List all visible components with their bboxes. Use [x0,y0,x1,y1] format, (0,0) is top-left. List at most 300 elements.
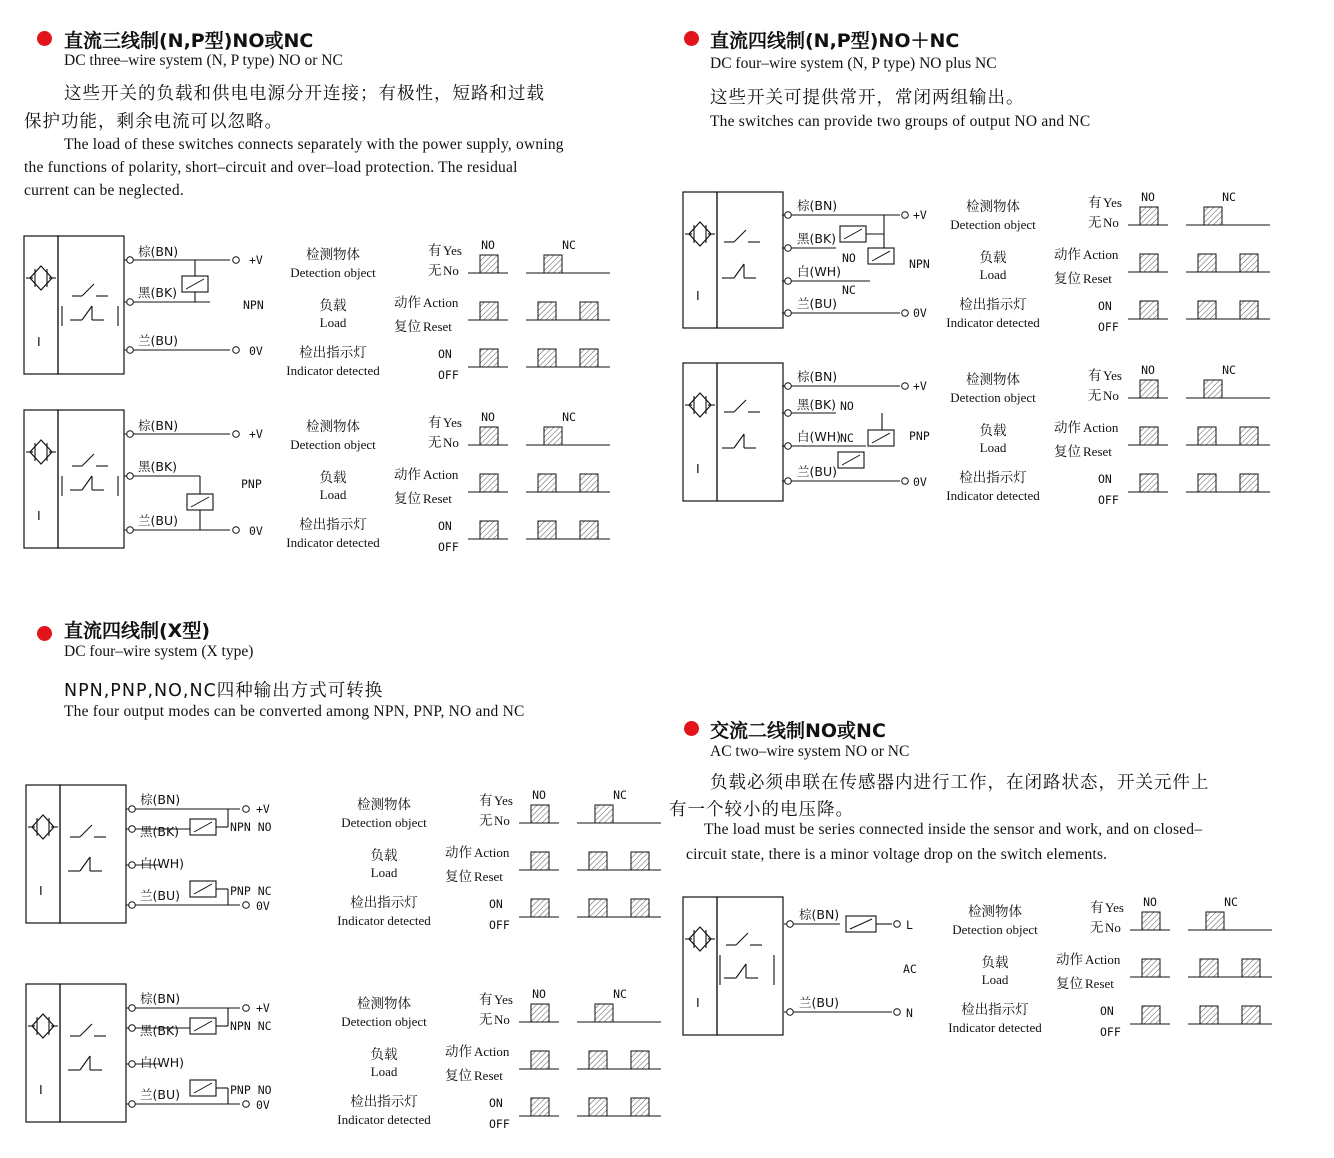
yes-en: Yes [494,992,513,1007]
signal-pulse-icon [538,521,556,539]
sensor-body [683,897,783,1035]
wire-line [736,964,746,978]
action-zh: 动作 [1054,420,1081,436]
terminal-icon [894,1009,901,1016]
indicator-zh: 检出指示灯 [350,1094,418,1110]
reset-en: Reset [1085,976,1114,991]
on-label: ON [1100,1004,1114,1018]
dc4np-pnp-diagram [683,363,1270,507]
indicator-en: Indicator detected [946,488,1040,503]
terminal-icon [127,431,134,438]
signal-pulse-icon [531,899,549,917]
signal-pulse-icon [480,427,498,445]
signal-pulse-icon [1200,1006,1218,1024]
terminal-icon [127,527,134,534]
terminal-icon [129,826,136,833]
no-zh: 无 [479,813,493,829]
detect-zh: 检测物体 [306,419,360,435]
signal-pulse-icon [631,1098,649,1116]
signal-pulse-icon [1140,301,1158,319]
sensor-circuit-box [717,897,783,1035]
no-tag: NO [840,399,854,413]
wire-bu: 兰(BU) [140,888,180,903]
sensor-circuit-box [58,410,124,548]
signal-pulse-icon [1140,380,1158,398]
wire-line [734,400,746,412]
detect-en: Detection object [341,1014,427,1029]
no-zh: 无 [1090,920,1104,936]
terminal-icon [233,527,240,534]
yes-en: Yes [443,243,462,258]
sensor-head-box [683,897,717,1035]
indicator-zh: 检出指示灯 [959,470,1027,486]
wire-bu: 兰(BU) [138,333,178,348]
mode-bottom-label: PNP NC [230,884,272,898]
action-en: Action [1085,952,1121,967]
terminal-icon [902,478,909,485]
terminal-icon [785,383,792,390]
signal-pulse-icon [531,852,549,870]
dc4x-desc-en: The four output modes can be converted among NPN, PNP, NO and NC [64,703,525,720]
terminal-icon [785,278,792,285]
wire-bn: 棕(BN) [138,418,179,433]
wire-bk: 黑(BK) [797,231,837,246]
signal-pulse-icon [1142,959,1160,977]
sensor-i-label: I [39,883,43,898]
wire-line [736,933,748,945]
sensor-circuit-box [60,785,126,923]
plus-v: +V [249,253,263,267]
no-en: No [1103,388,1119,403]
reset-zh: 复位 [1054,271,1081,287]
zero-v: 0V [913,475,927,489]
sensor-circuit-box [717,363,783,501]
signal-pulse-icon [544,427,562,445]
reset-zh: 复位 [394,491,421,507]
sensor-body [24,236,124,374]
zero-v: 0V [256,899,270,913]
plus-v: +V [913,208,927,222]
signal-pulse-icon [589,852,607,870]
yes-en: Yes [443,415,462,430]
terminal-icon [902,310,909,317]
pnp-label: PNP [241,477,262,491]
indicator-zh: 检出指示灯 [299,517,367,533]
action-en: Action [423,295,459,310]
zero-v: 0V [249,524,263,538]
sensor-body [26,785,126,923]
terminal-icon [233,257,240,264]
terminal-icon [129,1025,136,1032]
reset-en: Reset [423,491,452,506]
load-en: Load [370,1064,398,1079]
terminal-icon [243,806,250,813]
zero-v: 0V [249,344,263,358]
load-zh: 负载 [319,470,347,486]
wire-line [82,476,92,490]
indicator-zh: 检出指示灯 [961,1002,1029,1018]
dc4np-desc-en: The switches can provide two groups of output NO and NC [710,113,1091,130]
reset-en: Reset [423,319,452,334]
sensor-circuit-box [60,984,126,1122]
terminal-icon [129,806,136,813]
no-zh: 无 [1088,388,1102,404]
detect-en: Detection object [341,815,427,830]
signal-pulse-icon [1140,207,1158,225]
proximity-diamond-icon [32,1014,54,1038]
wire-bn: 棕(BN) [140,991,181,1006]
indicator-en: Indicator detected [286,363,380,378]
on-label: ON [1098,299,1112,313]
terminal-icon [785,410,792,417]
signal-pulse-icon [580,521,598,539]
indicator-zh: 检出指示灯 [350,895,418,911]
signal-pulse-icon [631,899,649,917]
yes-zh: 有 [1088,368,1102,384]
signal-pulse-icon [480,349,498,367]
col-no-header: NO [1143,895,1157,909]
terminal-icon [787,921,794,928]
sensor-head-box [26,984,60,1122]
no-en: No [494,813,510,828]
proximity-diamond-icon [30,266,52,290]
wire-bk: 黑(BK) [140,824,180,839]
proximity-diamond-icon [689,927,711,951]
on-label: ON [489,897,503,911]
reset-zh: 复位 [394,319,421,335]
signal-pulse-icon [1200,959,1218,977]
no-en: No [1103,215,1119,230]
on-label: ON [438,519,452,533]
no-zh: 无 [428,263,442,279]
sensor-circuit-box [717,192,783,328]
action-zh: 动作 [445,845,472,861]
load-zh: 负载 [979,423,1007,439]
dc4np-desc-zh: 这些开关可提供常开，常闭两组输出。 [710,88,1025,108]
col-nc-header: NC [613,987,627,1001]
signal-pulse-icon [1140,474,1158,492]
no-en: No [443,435,459,450]
wire-bu: 兰(BU) [138,513,178,528]
sensor-body [683,363,783,501]
off-label: OFF [1098,320,1119,334]
off-label: OFF [489,1117,510,1131]
timing-table [946,363,1270,507]
signal-pulse-icon [1240,427,1258,445]
signal-pulse-icon [544,255,562,273]
detect-zh: 检测物体 [306,247,360,263]
col-nc-header: NC [613,788,627,802]
signal-pulse-icon [1240,254,1258,272]
plus-v: +V [913,379,927,393]
dc4x-title-zh: 直流四线制(X型) [64,620,211,642]
dc4x-title-en: DC four–wire system (X type) [64,643,254,660]
off-label: OFF [1098,493,1119,507]
mode-bottom-label: PNP NO [230,1083,272,1097]
zero-v: 0V [256,1098,270,1112]
signal-pulse-icon [580,474,598,492]
col-no-header: NO [481,238,495,252]
action-zh: 动作 [1056,952,1083,968]
wire-line [734,434,744,448]
wire-line [82,454,94,466]
signal-pulse-icon [1140,427,1158,445]
ac2-desc-zh-2: 有一个较小的电压降。 [669,800,854,820]
load-zh: 负载 [370,848,398,864]
wire-wh: 白(WH) [140,1055,185,1070]
wire-bk: 黑(BK) [797,397,837,412]
terminal-icon [894,921,901,928]
no-zh: 无 [1088,215,1102,231]
terminal-icon [785,310,792,317]
dc3-desc-en-2: the functions of polarity, short–circuit and over–load protection. The residual [24,159,518,176]
reset-en: Reset [474,1068,503,1083]
col-nc-header: NC [562,410,576,424]
sensor-i-label: I [39,1082,43,1097]
col-nc-header: NC [1222,363,1236,377]
reset-zh: 复位 [1056,976,1083,992]
col-nc-header: NC [562,238,576,252]
terminal-icon [785,443,792,450]
terminal-icon [127,473,134,480]
timing-table [948,895,1272,1039]
reset-zh: 复位 [445,1068,472,1084]
wire-line [80,825,92,837]
dc4np-npn-diagram [683,190,1270,334]
terminal-icon [129,862,136,869]
terminal-icon [129,902,136,909]
no-en: No [494,1012,510,1027]
load-en: Load [979,440,1007,455]
terminal-icon [787,1009,794,1016]
terminal-icon [233,431,240,438]
action-en: Action [423,467,459,482]
terminal-icon [243,902,250,909]
terminal-icon [233,347,240,354]
mode-top-label: NPN NC [230,1019,272,1033]
wire-bn: 棕(BN) [799,907,840,922]
on-label: ON [489,1096,503,1110]
wire-line [80,857,90,871]
signal-pulse-icon [1198,427,1216,445]
yes-en: Yes [1105,900,1124,915]
terminal-icon [129,1061,136,1068]
load-en: Load [979,267,1007,282]
ac2-title-en: AC two–wire system NO or NC [710,743,910,760]
signal-pulse-icon [538,474,556,492]
yes-zh: 有 [428,415,442,431]
sensor-head-box [683,363,717,501]
wire-bu: 兰(BU) [797,296,837,311]
timing-table [946,190,1270,334]
sensor-i-label: I [696,288,700,303]
terminal-icon [243,1005,250,1012]
detect-zh: 检测物体 [968,904,1022,920]
nc-tag: NC [840,431,854,445]
signal-pulse-icon [595,1004,613,1022]
signal-pulse-icon [589,1098,607,1116]
signal-pulse-icon [1142,912,1160,930]
signal-pulse-icon [538,302,556,320]
dc4x-desc-zh: NPN,PNP,NO,NC四种输出方式可转换 [64,681,384,701]
no-tag: NO [842,251,856,265]
signal-pulse-icon [580,302,598,320]
terminal-icon [785,245,792,252]
detect-en: Detection object [290,265,376,280]
col-no-header: NO [532,788,546,802]
detect-en: Detection object [950,217,1036,232]
indicator-en: Indicator detected [337,1112,431,1127]
load-zh: 负载 [979,250,1007,266]
ac2-diagram [683,895,1272,1039]
terminal-icon [127,299,134,306]
dc4np-title-zh: 直流四线制(N,P型)NO＋NC [710,30,960,52]
plus-v: +V [256,1001,270,1015]
dc3-pnp-diagram [24,410,610,554]
signal-pulse-icon [631,852,649,870]
load-zh: 负载 [319,298,347,314]
proximity-diamond-icon [32,815,54,839]
timing-table [286,238,610,382]
dc3-title-en: DC three–wire system (N, P type) NO or NC [64,52,343,69]
dc3-desc-zh-1: 这些开关的负载和供电电源分开连接；有极性，短路和过载 [64,84,545,104]
sensor-circuit-box [58,236,124,374]
terminal-icon [902,383,909,390]
detect-zh: 检测物体 [357,797,411,813]
sensor-i-label: I [696,995,700,1010]
no-zh: 无 [428,435,442,451]
wire-bn: 棕(BN) [797,198,838,213]
reset-en: Reset [474,869,503,884]
signal-pulse-icon [1198,254,1216,272]
signal-pulse-icon [1198,301,1216,319]
dc3-title-zh: 直流三线制(N,P型)NO或NC [64,30,314,52]
signal-pulse-icon [1204,380,1222,398]
wire-line [80,1024,92,1036]
signal-pulse-icon [580,349,598,367]
sensor-i-label: I [696,461,700,476]
sensor-body [24,410,124,548]
proximity-diamond-icon [689,393,711,417]
off-label: OFF [438,540,459,554]
detect-zh: 检测物体 [966,199,1020,215]
proximity-diamond-icon [30,440,52,464]
zero-v: 0V [913,306,927,320]
on-label: ON [438,347,452,361]
sensor-head-box [24,236,58,374]
wire-line [734,264,744,278]
load-en: Load [981,972,1009,987]
terminal-icon [127,347,134,354]
detect-en: Detection object [290,437,376,452]
indicator-zh: 检出指示灯 [959,297,1027,313]
sensor-head-box [683,192,717,328]
signal-pulse-icon [1242,1006,1260,1024]
no-en: No [1105,920,1121,935]
action-en: Action [1083,420,1119,435]
ac-label: AC [903,962,917,976]
detect-zh: 检测物体 [357,996,411,1012]
terminal-icon [785,478,792,485]
mode-top-label: NPN NO [230,820,272,834]
terminal-icon [129,1005,136,1012]
l-label: L [906,918,913,932]
pnp-label: PNP [909,429,930,443]
reset-en: Reset [1083,444,1112,459]
no-zh: 无 [479,1012,493,1028]
wire-line [82,284,94,296]
terminal-icon [129,1101,136,1108]
signal-pulse-icon [531,1004,549,1022]
signal-pulse-icon [1198,474,1216,492]
action-zh: 动作 [1054,247,1081,263]
col-nc-header: NC [1224,895,1238,909]
sensor-body [683,192,783,328]
action-zh: 动作 [394,467,421,483]
indicator-en: Indicator detected [946,315,1040,330]
signal-pulse-icon [531,1098,549,1116]
wire-bu: 兰(BU) [797,464,837,479]
wire-bn: 棕(BN) [140,792,181,807]
load-zh: 负载 [981,955,1009,971]
dc4np-title-en: DC four–wire system (N, P type) NO plus NC [710,55,997,72]
reset-zh: 复位 [445,869,472,885]
signal-pulse-icon [531,805,549,823]
load-en: Load [319,315,347,330]
indicator-en: Indicator detected [286,535,380,550]
ac2-desc-zh-1: 负载必须串联在传感器内进行工作，在闭路状态，开关元件上 [710,773,1210,793]
dc3-desc-en-3: current can be neglected. [24,182,184,199]
yes-zh: 有 [1088,195,1102,211]
wire-bn: 棕(BN) [797,369,838,384]
ac2-title-zh: 交流二线制NO或NC [710,720,886,742]
yes-zh: 有 [479,992,493,1008]
signal-pulse-icon [480,521,498,539]
terminal-icon [785,212,792,219]
action-en: Action [1083,247,1119,262]
wire-wh: 白(WH) [140,856,185,871]
signal-pulse-icon [595,805,613,823]
col-no-header: NO [481,410,495,424]
wire-bk: 黑(BK) [140,1023,180,1038]
dc3-desc-zh-2: 保护功能，剩余电流可以忽略。 [24,112,283,132]
load-en: Load [319,487,347,502]
dc3-npn-diagram [24,236,610,382]
yes-zh: 有 [479,793,493,809]
sensor-head-box [24,410,58,548]
sensor-head-box [26,785,60,923]
indicator-en: Indicator detected [337,913,431,928]
load-en: Load [370,865,398,880]
action-zh: 动作 [394,295,421,311]
on-label: ON [1098,472,1112,486]
off-label: OFF [489,918,510,932]
n-label: N [906,1006,913,1020]
yes-en: Yes [1103,368,1122,383]
plus-v: +V [249,427,263,441]
dc4x-diagram-2 [26,984,661,1131]
yes-zh: 有 [1090,900,1104,916]
action-en: Action [474,845,510,860]
signal-pulse-icon [480,255,498,273]
load-zh: 负载 [370,1047,398,1063]
terminal-icon [127,257,134,264]
signal-pulse-icon [1242,959,1260,977]
signal-pulse-icon [531,1051,549,1069]
action-zh: 动作 [445,1044,472,1060]
signal-pulse-icon [1206,912,1224,930]
signal-pulse-icon [1140,254,1158,272]
